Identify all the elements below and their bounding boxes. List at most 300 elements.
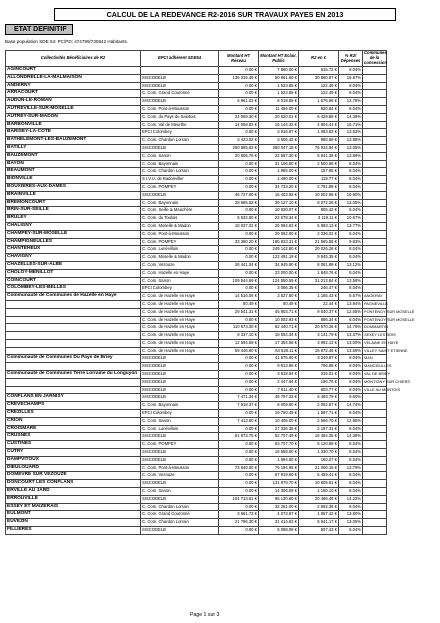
table-row <box>6 433 387 441</box>
cell-commune <box>363 402 387 410</box>
cell-collectivite: CUTRY <box>6 449 141 457</box>
cell-montant-reseau: 0.00 € <box>219 316 259 324</box>
cell-collectivite: CROISMARE <box>6 425 141 433</box>
cell-epci: SISCODELB <box>141 74 219 82</box>
cell-commune <box>363 183 387 191</box>
cell-pct: 16.87% <box>339 74 363 82</box>
cell-pct: 8.04% <box>339 316 363 324</box>
cell-collectivite: BARBONVILLE <box>6 121 141 129</box>
cell-commune: PAGNEVILLE <box>363 300 387 308</box>
cell-commune <box>363 394 387 402</box>
cell-montant-reseau: 0.00 € <box>219 456 259 464</box>
table-row <box>6 191 387 199</box>
cell-montant-eclairage: 9 913.96 € <box>259 363 299 371</box>
table-row <box>6 113 387 121</box>
cell-r2: 10 605.81 € <box>299 480 339 488</box>
cell-montant-eclairage: 41 675.90 € <box>259 355 299 363</box>
cell-epci: C. Com. Pont-à-Mousson <box>141 105 219 113</box>
cell-pct: 15.71% <box>339 121 363 129</box>
table-row <box>6 105 387 113</box>
cell-montant-reseau: 104 713.61 € <box>219 495 259 503</box>
cell-pct: 6.57% <box>339 293 363 301</box>
cell-montant-reseau: 61 673.75 € <box>219 433 259 441</box>
cell-montant-eclairage: 18 054.34 € <box>259 332 299 340</box>
cell-epci: SISCODELB <box>141 355 219 363</box>
cell-montant-eclairage: 3 918.94 € <box>259 371 299 379</box>
table-row <box>6 199 387 207</box>
cell-epci: SISCODELB <box>141 144 219 152</box>
table-row <box>6 67 387 75</box>
cell-collectivite: AUTREVILLE-SUR-MOSELLE <box>6 105 141 113</box>
table-row <box>6 488 387 496</box>
cell-collectivite: CUSTINES <box>6 441 141 449</box>
cell-epci: SISCODELB <box>141 98 219 106</box>
cell-commune <box>363 503 387 511</box>
cell-r2: 8 081.88 € <box>299 261 339 269</box>
cell-collectivite: CHOLOY-MENILLOT <box>6 269 141 277</box>
cell-epci: SISCODELB <box>141 394 219 402</box>
cell-epci: SISCODELB <box>141 449 219 457</box>
cell-epci: SISCODELB <box>141 378 219 386</box>
cell-commune <box>363 160 387 168</box>
table-row <box>6 129 387 137</box>
table-row <box>6 363 387 371</box>
cell-collectivite: ANDERNY <box>6 82 141 90</box>
cell-r2: 246.47 € <box>299 285 339 293</box>
cell-r2: 507.43 € <box>299 527 339 535</box>
table-row <box>6 293 387 301</box>
cell-montant-reseau: 33 360.20 € <box>219 238 259 246</box>
table-row <box>6 254 387 262</box>
table-row <box>6 480 387 488</box>
cell-montant-reseau: 7 918.37 € <box>219 402 259 410</box>
cell-montant-eclairage: 27 336.35 € <box>259 425 299 433</box>
cell-pct: 13.12% <box>339 261 363 269</box>
table-row <box>6 495 387 503</box>
cell-epci: C. Com. POMPEY <box>141 238 219 246</box>
cell-epci: C. Com. de Hazelle en Haye <box>141 316 219 324</box>
cell-commune: PONTENOY SUR MOSELLE <box>363 308 387 316</box>
cell-r2: 1 587.71 € <box>299 410 339 418</box>
cell-commune: PONTENOY SUR MOSELLE <box>363 316 387 324</box>
cell-montant-eclairage: 17 354.56 € <box>259 339 299 347</box>
cell-montant-reseau: 0.00 € <box>219 363 259 371</box>
cell-collectivite: DAMPVITOUX <box>6 456 141 464</box>
cell-montant-reseau: 0.00 € <box>219 371 259 379</box>
cell-r2: 20 026.26 € <box>299 246 339 254</box>
cell-pct: 14.22% <box>339 495 363 503</box>
cell-epci: SISCODELB <box>141 191 219 199</box>
cell-collectivite <box>6 316 141 324</box>
cell-r2: 1 067.42 € <box>299 511 339 519</box>
cell-epci: C. Com. Sanon <box>141 152 219 160</box>
cell-commune <box>363 277 387 285</box>
cell-commune <box>363 449 387 457</box>
table-row <box>6 168 387 176</box>
table-row <box>6 402 387 410</box>
cell-collectivite: EUVEZIN <box>6 519 141 527</box>
cell-epci: SISCODELB <box>141 371 219 379</box>
cell-r2: 2 566.70 € <box>299 417 339 425</box>
cell-r2: 603.77 € <box>299 386 339 394</box>
table-row <box>6 160 387 168</box>
cell-collectivite: ERROUVILLE <box>6 495 141 503</box>
cell-r2: 9 845.35 € <box>299 254 339 262</box>
cell-r2: 196.76 € <box>299 378 339 386</box>
cell-pct: 14.74% <box>339 402 363 410</box>
cell-epci: C. Com. Bayonnais <box>141 160 219 168</box>
cell-epci: SISCODELB <box>141 495 219 503</box>
cell-montant-eclairage: 4 073.67 € <box>259 511 299 519</box>
cell-r2: 30 660.97 € <box>299 74 339 82</box>
cell-commune <box>363 137 387 145</box>
cell-montant-eclairage: 3 016.67 € <box>259 129 299 137</box>
cell-commune: ANGERAY <box>363 293 387 301</box>
cell-r2: 5 893.13 € <box>299 222 339 230</box>
cell-epci: S.I.V.U. de Badonviller <box>141 176 219 184</box>
cell-collectivite: COINCOURT <box>6 277 141 285</box>
cell-pct: 14.39% <box>339 433 363 441</box>
table-row <box>6 98 387 106</box>
cell-montant-reseau: 0.00 € <box>219 176 259 184</box>
cell-montant-eclairage: 63 707.70 € <box>259 441 299 449</box>
table-row <box>6 222 387 230</box>
cell-montant-eclairage: 50 661.50 € <box>259 74 299 82</box>
cell-r2: 3 141.79 € <box>299 332 339 340</box>
cell-pct: 8.04% <box>339 386 363 394</box>
cell-montant-eclairage: 80.49 € <box>259 300 299 308</box>
cell-pct: 8.04% <box>339 527 363 535</box>
table-row <box>6 355 387 363</box>
cell-pct: 13.00% <box>339 339 363 347</box>
cell-r2: 2 052.87 € <box>299 402 339 410</box>
table-row <box>6 277 387 285</box>
cell-r2: 8 072.26 € <box>299 199 339 207</box>
cell-montant-reseau: 0.00 € <box>219 488 259 496</box>
cell-commune <box>363 527 387 535</box>
cell-epci: SISCODELB <box>141 527 219 535</box>
cell-montant-eclairage: 64 528.11 € <box>259 347 299 355</box>
cell-montant-eclairage: 31 414.63 € <box>259 519 299 527</box>
cell-r2: 31 013.84 € <box>299 277 339 285</box>
cell-montant-reseau: 28 665.52 € <box>219 199 259 207</box>
cell-epci: C. Com. de Hazelle en Haye <box>141 339 219 347</box>
cell-montant-reseau: 0.00 € <box>219 168 259 176</box>
table-row <box>6 417 387 425</box>
cell-collectivite: ERVILLE AU JARD <box>6 488 141 496</box>
cell-epci: C. Com. Val de Meurthe <box>141 121 219 129</box>
cell-pct: 8.04% <box>339 425 363 433</box>
table-row <box>6 82 387 90</box>
cell-commune <box>363 105 387 113</box>
cell-pct: 8.04% <box>339 105 363 113</box>
cell-montant-reseau: 0.00 € <box>219 386 259 394</box>
cell-r2: 3 119.11 € <box>299 215 339 223</box>
header-r2: R2 en € <box>299 51 339 67</box>
header-collectivites: Collectivités Bénéficiaires de R2 <box>6 51 141 67</box>
cell-montant-reseau: 18 037.02 € <box>219 222 259 230</box>
header-montant-eclairage: Montant HT Eclair. Public <box>259 51 299 67</box>
cell-pct: 13.88% <box>339 137 363 145</box>
cell-pct: 13.69% <box>339 347 363 355</box>
cell-commune <box>363 129 387 137</box>
cell-montant-reseau: 26 441.04 € <box>219 261 259 269</box>
cell-montant-eclairage: 22 567.30 € <box>259 152 299 160</box>
cell-montant-eclairage: 62 440.71 € <box>259 324 299 332</box>
cell-montant-eclairage: 19 750.45 € <box>259 410 299 418</box>
cell-montant-eclairage: 15 403.92 € <box>259 191 299 199</box>
cell-montant-reseau: 0.00 € <box>219 425 259 433</box>
cell-epci: C. Com. Seille & Mauchère <box>141 207 219 215</box>
cell-pct: 13.05% <box>339 144 363 152</box>
table-row <box>6 183 387 191</box>
cell-epci: C. Com. de Hazelle en Haye <box>141 308 219 316</box>
cell-collectivite: BARISEY-LA-COTE <box>6 129 141 137</box>
cell-montant-eclairage: 8 018.85 € <box>259 98 299 106</box>
cell-pct: 16.90% <box>339 191 363 199</box>
header-pct: % R2/ Dépenses <box>339 51 363 67</box>
cell-commune: VILLEY SAINT ETIENNE <box>363 347 387 355</box>
cell-r2: 2 592.36 € <box>299 503 339 511</box>
table-row <box>6 394 387 402</box>
cell-collectivite <box>6 332 141 340</box>
cell-commune <box>363 480 387 488</box>
cell-r2: 1 330.70 € <box>299 449 339 457</box>
cell-epci: C. Com. de Hazelle en Haye <box>141 300 219 308</box>
cell-montant-reseau: 0.00 € <box>219 129 259 137</box>
cell-epci: C. Com. POMPEY <box>141 183 219 191</box>
cell-pct: 8.04% <box>339 176 363 184</box>
cell-epci: SISCODELB <box>141 456 219 464</box>
cell-montant-reseau: 29 541.31 € <box>219 308 259 316</box>
cell-epci: SISCODELB <box>141 433 219 441</box>
cell-pct: 8.04% <box>339 207 363 215</box>
cell-pct: 8.04% <box>339 472 363 480</box>
cell-pct: 8.04% <box>339 363 363 371</box>
cell-collectivite: FILLIERES <box>6 527 141 535</box>
cell-commune: VILLE AU MONTOIS <box>363 386 387 394</box>
cell-montant-reseau: 20 606.76 € <box>219 152 259 160</box>
cell-pct: 8.04% <box>339 285 363 293</box>
cell-montant-eclairage: 10 405.00 € <box>259 417 299 425</box>
table-row <box>6 472 387 480</box>
cell-montant-eclairage: 6 088.09 € <box>259 527 299 535</box>
cell-commune <box>363 511 387 519</box>
cell-montant-eclairage: 22 678.34 € <box>259 215 299 223</box>
cell-montant-reseau: 0.00 € <box>219 503 259 511</box>
cell-pct: 8.04% <box>339 90 363 98</box>
cell-commune <box>363 456 387 464</box>
cell-montant-reseau: 0.00 € <box>219 269 259 277</box>
cell-epci: C. Com. de Hazelle en Haye <box>141 332 219 340</box>
cell-epci: C. Com. Vezouze <box>141 261 219 269</box>
table-row <box>6 339 387 347</box>
table-row <box>6 449 387 457</box>
table-row <box>6 285 387 293</box>
cell-pct: 9.83% <box>339 238 363 246</box>
header-epci: EPCI adhérent SDE54 <box>141 51 219 67</box>
cell-collectivite: BATHELEMONT-LES-BAUZEMONT <box>6 137 141 145</box>
cell-montant-reseau: 24 069.30 € <box>219 113 259 121</box>
cell-montant-eclairage: 16 558.50 € <box>259 449 299 457</box>
cell-epci: C. Com. POMPEY <box>141 441 219 449</box>
cell-r2: 980.59 € <box>299 137 339 145</box>
cell-r2: 1 848.76 € <box>299 269 339 277</box>
cell-pct: 14.39% <box>339 113 363 121</box>
cell-collectivite: CREZILLES <box>6 410 141 418</box>
cell-pct: 8.04% <box>339 503 363 511</box>
cell-epci: C. Com. Moselle & Madon <box>141 254 219 262</box>
cell-montant-eclairage: 34 733.20 € <box>259 183 299 191</box>
cell-collectivite: BATILLY <box>6 144 141 152</box>
cell-montant-eclairage: 11 456.00 € <box>259 105 299 113</box>
cell-montant-eclairage: 1 994.00 € <box>259 456 299 464</box>
cell-montant-eclairage: 1 523.85 € <box>259 82 299 90</box>
cell-montant-reseau: 14 516.06 € <box>219 293 259 301</box>
cell-commune: MONTIGNY SUR CHIERS <box>363 378 387 386</box>
cell-montant-eclairage: 31 106.50 € <box>259 160 299 168</box>
cell-pct: 14.79% <box>339 324 363 332</box>
cell-montant-reseau: 0.00 € <box>219 527 259 535</box>
table-row <box>6 238 387 246</box>
cell-montant-reseau: 14 058.82 € <box>219 121 259 129</box>
cell-montant-eclairage: 34 945.90 € <box>259 261 299 269</box>
cell-pct: 8.04% <box>339 82 363 90</box>
cell-commune <box>363 82 387 90</box>
table-row <box>6 511 387 519</box>
cell-r2: 9 540.37 € <box>299 308 339 316</box>
cell-commune: MANCIEULLES <box>363 363 387 371</box>
table-row <box>6 316 387 324</box>
cell-r2: 16 464.35 € <box>299 433 339 441</box>
cell-epci: C. Com. Chardon Lorrain <box>141 168 219 176</box>
cell-epci: C. Com. Chardon Lorrain <box>141 503 219 511</box>
cell-montant-eclairage: 1 523.85 € <box>259 90 299 98</box>
cell-r2: 122.49 € <box>299 90 339 98</box>
cell-collectivite: Communauté de Communes Terre Lorraine du Longuyon <box>6 371 141 379</box>
cell-montant-reseau: 0.00 € <box>219 207 259 215</box>
cell-montant-reseau: 7 413.60 € <box>219 417 259 425</box>
header-communes: Communes de la concession <box>364 50 388 65</box>
cell-pct: 8.04% <box>339 378 363 386</box>
cell-epci: EPCI Colombey <box>141 410 219 418</box>
cell-r2: 119.77 € <box>299 176 339 184</box>
cell-pct: 8.04% <box>339 160 363 168</box>
cell-pct: 8.04% <box>339 168 363 176</box>
cell-epci: C. Com. Moselle & Madon <box>141 222 219 230</box>
cell-pct: 8.04% <box>339 410 363 418</box>
cell-commune <box>363 74 387 82</box>
cell-montant-reseau: 0.00 € <box>219 254 259 262</box>
table-row <box>6 386 387 394</box>
cell-montant-eclairage: 26 094.63 € <box>259 222 299 230</box>
cell-collectivite: AGINCOURT <box>6 67 141 75</box>
cell-montant-reseau: 109 944.69 € <box>219 277 259 285</box>
cell-epci: C. Com. Sanon <box>141 277 219 285</box>
cell-commune <box>363 246 387 254</box>
cell-montant-reseau: 46 727.80 € <box>219 191 259 199</box>
cell-montant-eclairage: 122 491.19 € <box>259 254 299 262</box>
cell-pct: 13.05% <box>339 519 363 527</box>
cell-montant-reseau: 250 895.63 € <box>219 144 259 152</box>
cell-collectivite: CHALIGNY <box>6 222 141 230</box>
cell-commune <box>363 90 387 98</box>
cell-epci: C. Com. Chardon Lorrain <box>141 519 219 527</box>
table-row <box>6 176 387 184</box>
cell-collectivite: CHAVIGNY <box>6 254 141 262</box>
cell-commune <box>363 215 387 223</box>
cell-collectivite: BAYON <box>6 160 141 168</box>
cell-epci <box>141 67 219 75</box>
cell-r2: 2 197.31 € <box>299 425 339 433</box>
table-row <box>6 503 387 511</box>
cell-commune <box>363 285 387 293</box>
cell-epci: C. Com. Chardon Lorrain <box>141 137 219 145</box>
cell-montant-reseau: 0.00 € <box>219 472 259 480</box>
cell-r2: 22.44 € <box>299 300 339 308</box>
cell-pct: 9.60% <box>339 394 363 402</box>
cell-commune <box>363 488 387 496</box>
cell-collectivite: DONCOURT LES CONFLANS <box>6 480 141 488</box>
table-row <box>6 371 387 379</box>
cell-collectivite <box>6 324 141 332</box>
cell-commune <box>363 199 387 207</box>
cell-pct: 8.04% <box>339 371 363 379</box>
cell-commune: DOMMARTIN <box>363 324 387 332</box>
cell-commune <box>363 152 387 160</box>
cell-montant-eclairage: 52 707.49 € <box>259 433 299 441</box>
cell-r2: 76 934.94 € <box>299 144 339 152</box>
table-row <box>6 121 387 129</box>
cell-commune <box>363 230 387 238</box>
cell-pct: 8.04% <box>339 246 363 254</box>
cell-collectivite: AUDUN-LE-ROMAN <box>6 98 141 106</box>
cell-montant-reseau: 0.00 € <box>219 82 259 90</box>
cell-commune <box>363 144 387 152</box>
cell-epci: SISCODELB <box>141 386 219 394</box>
cell-montant-eclairage: 350 047.18 € <box>259 144 299 152</box>
cell-collectivite: Communauté de Communes de Hazelle en Haye <box>6 293 141 301</box>
cell-pct: 13.89% <box>339 152 363 160</box>
cell-r2: 3 349.87 € <box>299 355 339 363</box>
cell-commune <box>363 495 387 503</box>
cell-montant-reseau: 0.00 € <box>219 105 259 113</box>
cell-collectivite: CRUSNES <box>6 433 141 441</box>
cell-pct: 13.93% <box>339 129 363 137</box>
cell-montant-reseau: 5 961.02 € <box>219 98 259 106</box>
cell-montant-eclairage: 32 251.00 € <box>259 503 299 511</box>
cell-commune <box>363 464 387 472</box>
cell-pct: 8.04% <box>339 183 363 191</box>
cell-epci: C. Com. Sanon <box>141 488 219 496</box>
cell-commune <box>363 222 387 230</box>
table-row <box>6 378 387 386</box>
cell-collectivite: AUTREY-SUR-MADON <box>6 113 141 121</box>
cell-r2: 21 565.56 € <box>299 238 339 246</box>
table-row <box>6 261 387 269</box>
cell-epci: C. Com. Lunévillois <box>141 246 219 254</box>
cell-montant-eclairage: 15 144.32 € <box>259 121 299 129</box>
table-row <box>6 441 387 449</box>
cell-commune <box>363 113 387 121</box>
cell-pct: 13.80% <box>339 511 363 519</box>
cell-r2: 160.27 € <box>299 456 339 464</box>
table-row <box>6 90 387 98</box>
cell-r2: 615.72 € <box>299 67 339 75</box>
cell-montant-eclairage: 249 142.80 € <box>259 246 299 254</box>
cell-montant-eclairage: 3 527.60 € <box>259 293 299 301</box>
cell-montant-reseau: 0.00 € <box>219 285 259 293</box>
